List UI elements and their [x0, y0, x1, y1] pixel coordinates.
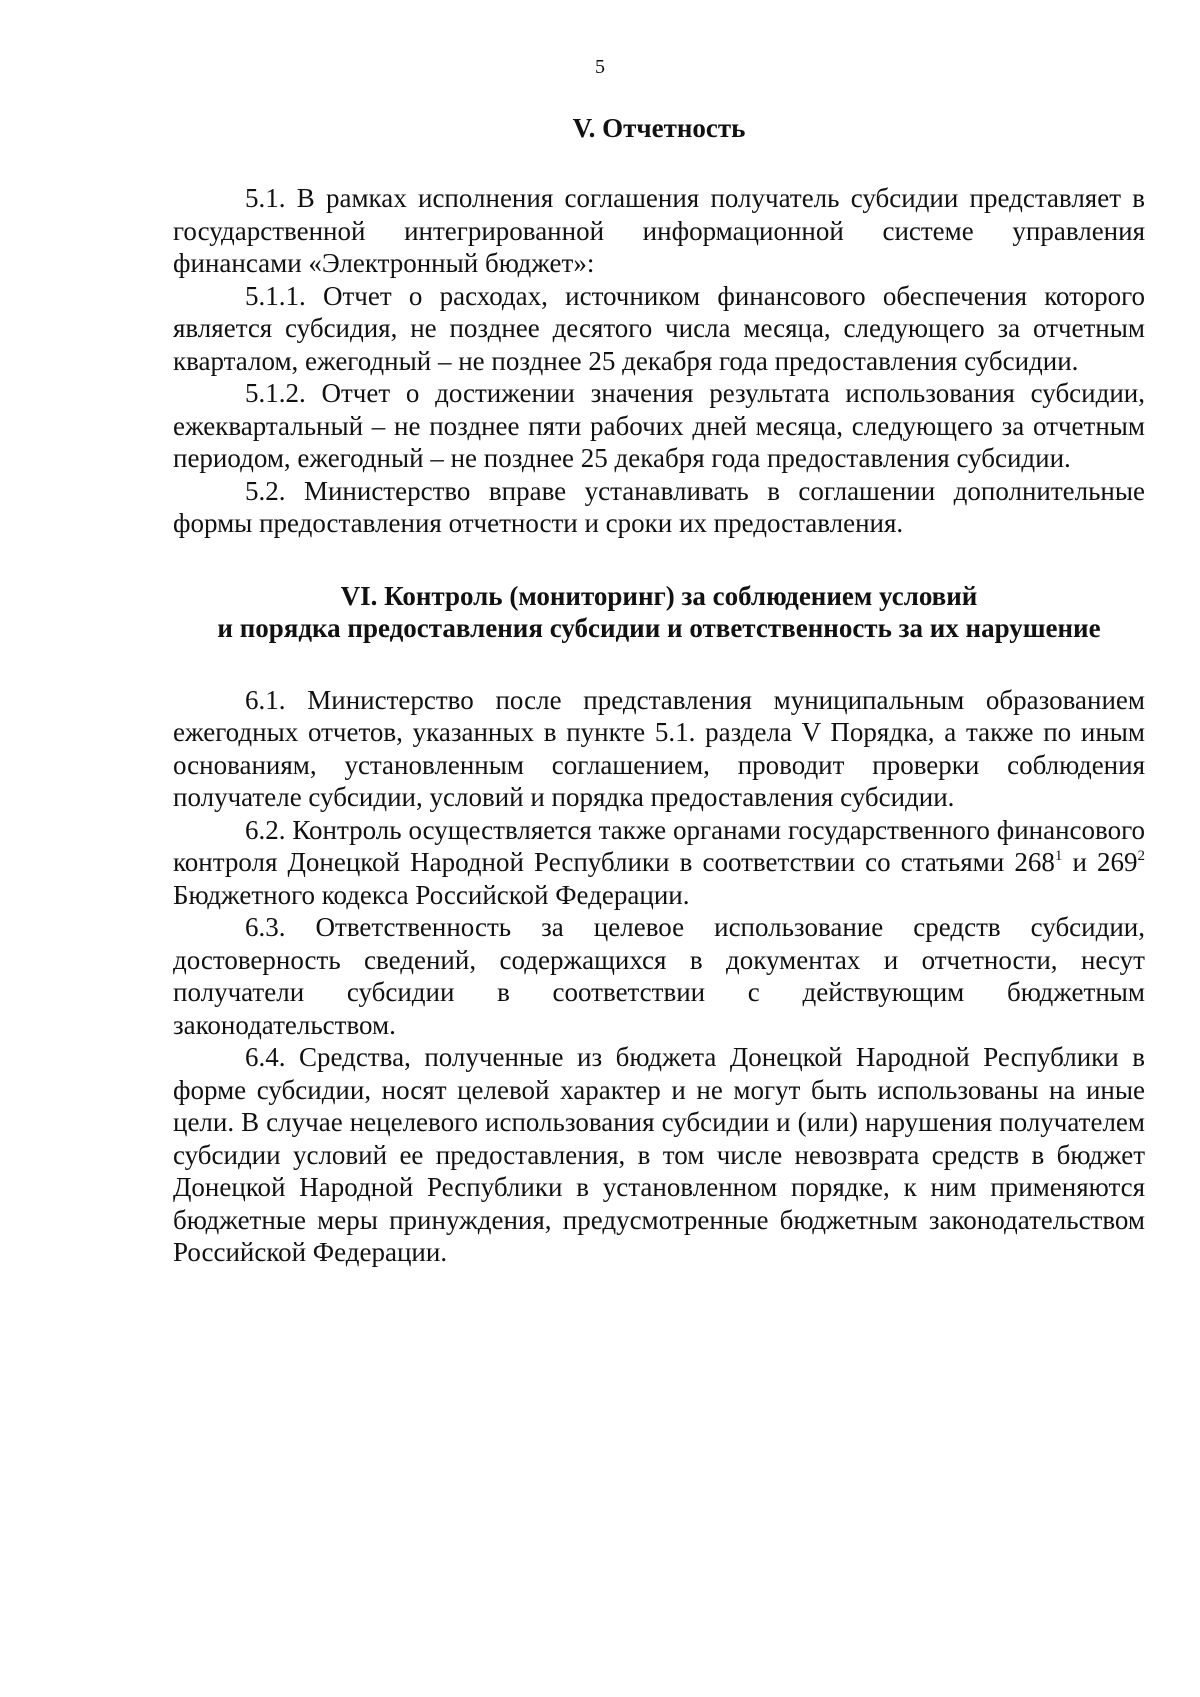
footnote-superscript: 1 [1054, 848, 1063, 864]
paragraph-6-2-text-before: 6.2. Контроль осуществляется также органами государственного финансового контроля Донецкой Народной Республики в соответствии со статьями 268 [173, 814, 1145, 877]
paragraph-5-2: 5.2. Министерство вправе устанавливать в соглашении дополнительные формы предоставления отчетности и сроки их предоставления. [173, 475, 1145, 538]
section-5-heading [173, 112, 1145, 144]
paragraph-5-1-1: 5.1.1. Отчет о расходах, источником финансового обеспечения которого является субсидия, не позднее десятого числа месяца, следующего за отчетным кварталом, ежегодный – не позднее 25 декабря года предоставления субсидии. [173, 280, 1145, 376]
section-6-heading [173, 580, 1145, 644]
paragraph-6-2-text-middle: и 269 [1062, 847, 1138, 877]
paragraph-5-1-2: 5.1.2. Отчет о достижении значения результата использования субсидии, ежеквартальный – не позднее пяти рабочих дней месяца, следующего за отчетным периодом, ежегодный – не позднее 25 декабря года предоставления субсидии. [173, 378, 1145, 473]
paragraph-5-1: 5.1. В рамках исполнения соглашения получатель субсидии представляет в государственной интегрированной информационной системе управления финансами «Электронный бюджет»: [173, 183, 1145, 278]
paragraph-6-3: 6.3. Ответственность за целевое использование средств субсидии, достоверность сведений, содержащихся в документах и отчетности, несут получатели субсидии в соответствии с действующим бюджетным законодательством. [173, 912, 1145, 1040]
paragraph-6-4: 6.4. Средства, полученные из бюджета Донецкой Народной Республики в форме субсидии, носят целевой характер и не могут быть использованы на иные цели. В случае нецелевого использования субсидии и (или) нарушения получателем субсидии условий ее предоставления, в том числе невозврата средств в бюджет Донецкой Народной Республики в установленном порядке, к ним применяются бюджетные меры принуждения, предусмотренные бюджетным законодательством Российской Федерации. [173, 1042, 1145, 1267]
page-number: 5 [595, 56, 605, 78]
heading-line-2: и порядка предоставления субсидии и ответственность за их нарушение [217, 612, 1101, 643]
paragraph-6-2 [173, 814, 1145, 912]
heading-line: V. Отчетность [572, 113, 746, 143]
paragraph-6-1: 6.1. Министерство после представления муниципальным образованием ежегодных отчетов, указанных в пункте 5.1. раздела V Порядка, а также по иным основаниям, установленным соглашением, проводит проверки соблюдения получателе субсидии, условий и порядка предоставления субсидии. [173, 684, 1145, 812]
heading-line-1: VI. Контроль (мониторинг) за соблюдением условий [340, 580, 978, 611]
document-body [173, 112, 1145, 1269]
paragraph-6-2-text-after: Бюджетного кодекса Российской Федерации. [173, 879, 690, 910]
footnote-superscript: 2 [1137, 848, 1146, 864]
